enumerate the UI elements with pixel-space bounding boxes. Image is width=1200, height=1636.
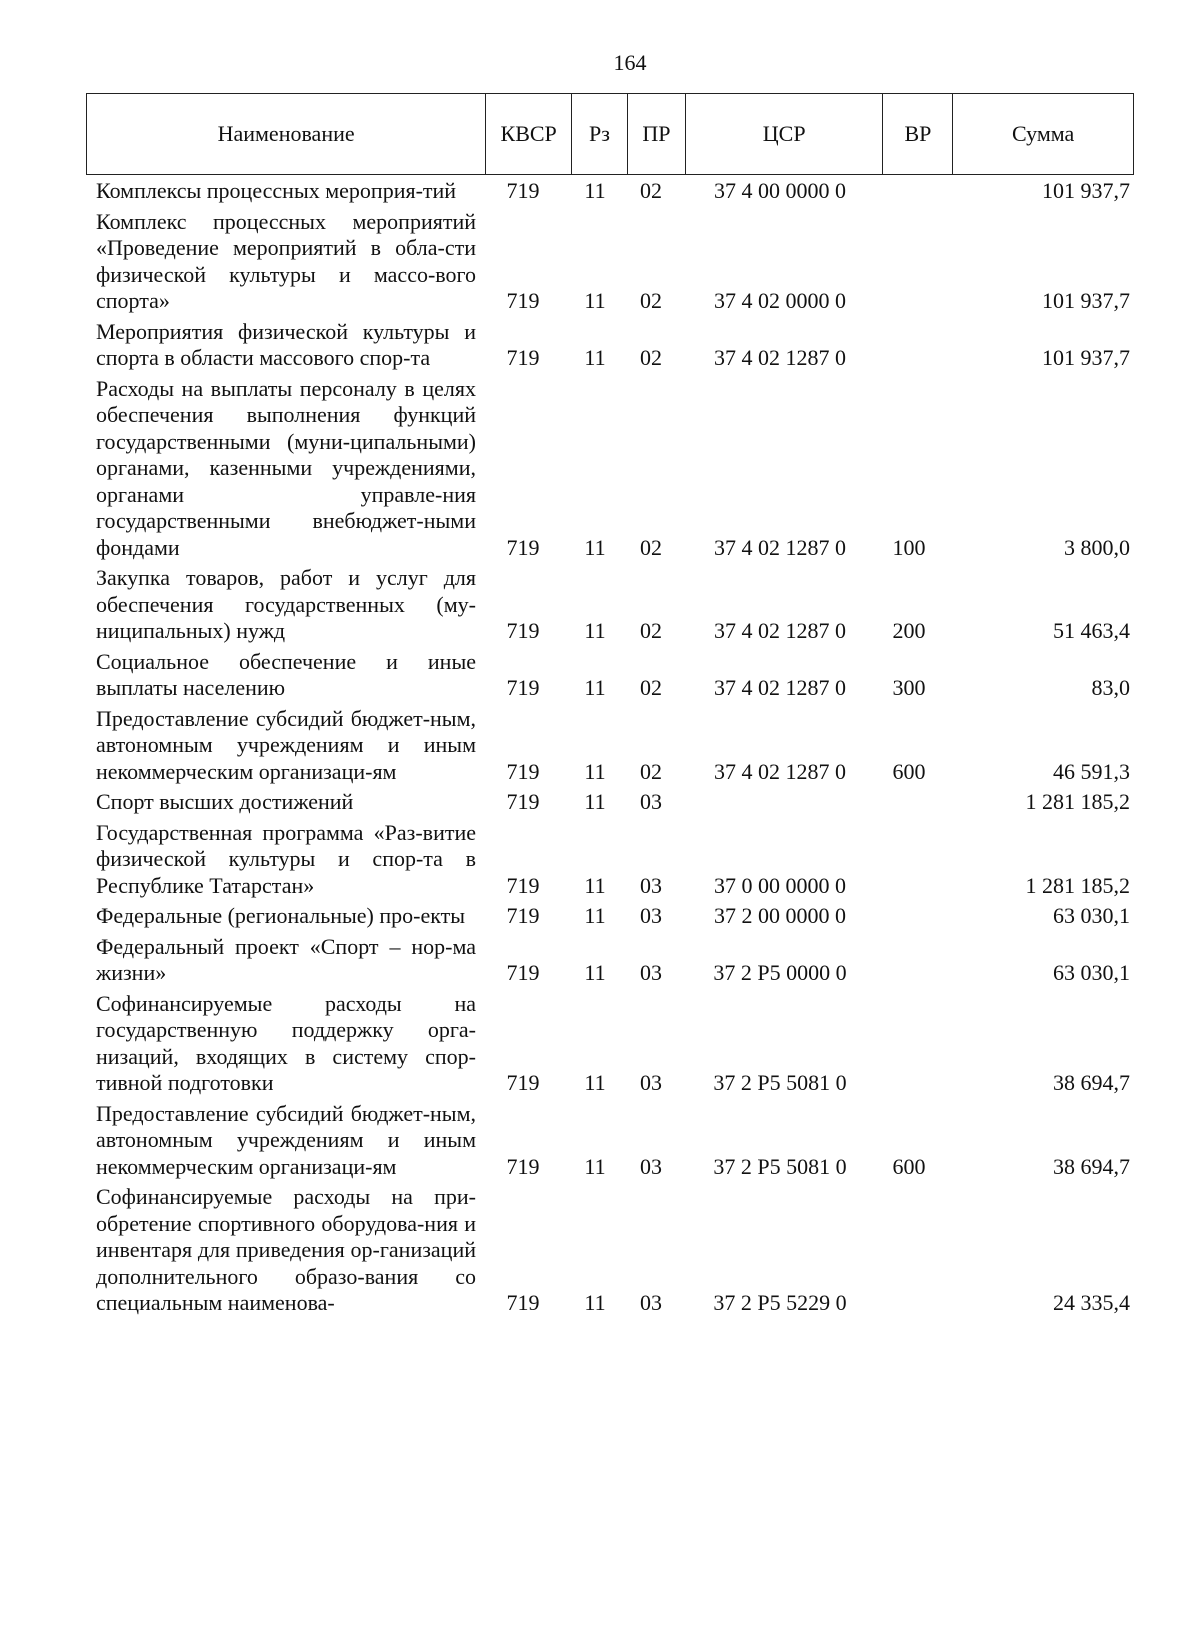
table-row bbox=[96, 820, 1136, 900]
cell-sum: 38 694,7 bbox=[1053, 1153, 1130, 1179]
cell-kvsr: 719 bbox=[506, 345, 540, 370]
header-rz: Рз bbox=[572, 94, 628, 174]
cell-pr: 02 bbox=[640, 178, 662, 203]
table-row bbox=[96, 991, 1136, 1097]
cell-name: Федеральный проект «Спорт – нор-ма жизни» bbox=[96, 933, 476, 985]
cell-kvsr: 719 bbox=[506, 960, 540, 985]
cell-csr: 37 4 02 1287 0 bbox=[714, 618, 846, 643]
cell-pr: 02 bbox=[640, 618, 662, 643]
table-row bbox=[96, 789, 1136, 816]
cell-pr: 02 bbox=[640, 675, 662, 700]
table-row bbox=[96, 1101, 1136, 1181]
cell-kvsr: 719 bbox=[506, 1290, 540, 1315]
cell-rz: 11 bbox=[584, 618, 606, 643]
table-row bbox=[96, 565, 1136, 645]
cell-pr: 03 bbox=[640, 1070, 662, 1095]
cell-kvsr: 719 bbox=[506, 1070, 540, 1095]
cell-rz: 11 bbox=[584, 960, 606, 985]
header-pr: ПР bbox=[628, 94, 686, 174]
table-row bbox=[96, 376, 1136, 562]
cell-rz: 11 bbox=[584, 534, 606, 560]
cell-vr: 100 bbox=[892, 534, 926, 560]
cell-kvsr: 719 bbox=[506, 534, 540, 560]
cell-csr: 37 2 P5 5081 0 bbox=[713, 1070, 847, 1095]
table-row bbox=[96, 209, 1136, 315]
cell-name: Социальное обеспечение и иные выплаты населению bbox=[96, 648, 476, 700]
cell-pr: 02 bbox=[640, 345, 662, 370]
cell-vr: 200 bbox=[892, 618, 926, 643]
cell-csr: 37 4 02 0000 0 bbox=[714, 288, 846, 313]
cell-sum: 63 030,1 bbox=[1053, 960, 1130, 985]
cell-kvsr: 719 bbox=[506, 675, 540, 700]
cell-name: Софинансируемые расходы на при-обретение спортивного оборудова-ния и инвентаря для приведения ор-ганизаций дополнительного образо-вания со специальным наименова- bbox=[96, 1184, 476, 1315]
cell-name: Предоставление субсидий бюджет-ным, автономным учреждениям и иным некоммерческим организаци-ям bbox=[96, 1100, 476, 1179]
cell-sum: 3 800,0 bbox=[1064, 534, 1130, 560]
table-row bbox=[96, 319, 1136, 372]
cell-sum: 83,0 bbox=[1091, 675, 1130, 700]
cell-pr: 02 bbox=[640, 758, 662, 784]
cell-pr: 03 bbox=[640, 872, 662, 898]
cell-pr: 02 bbox=[640, 534, 662, 560]
cell-rz: 11 bbox=[584, 789, 606, 814]
header-sum: Сумма bbox=[1012, 121, 1075, 146]
table-row bbox=[96, 706, 1136, 786]
cell-rz: 11 bbox=[584, 1153, 606, 1179]
cell-kvsr: 719 bbox=[506, 178, 540, 203]
cell-vr: 300 bbox=[892, 675, 926, 700]
cell-pr: 03 bbox=[640, 1153, 662, 1179]
cell-csr: 37 4 02 1287 0 bbox=[714, 534, 846, 560]
table-row bbox=[96, 178, 1136, 205]
cell-name: Мероприятия физической культуры и спорта в области массового спор-та bbox=[96, 318, 476, 370]
cell-rz: 11 bbox=[584, 345, 606, 370]
cell-name: Закупка товаров, работ и услуг для обеспечения государственных (му-ниципальных) нужд bbox=[96, 565, 476, 643]
cell-pr: 03 bbox=[640, 960, 662, 985]
table-row bbox=[96, 1184, 1136, 1317]
cell-sum: 63 030,1 bbox=[1053, 903, 1130, 928]
cell-vr: 600 bbox=[892, 758, 926, 784]
cell-rz: 11 bbox=[584, 903, 606, 928]
cell-csr: 37 4 00 0000 0 bbox=[714, 178, 846, 203]
cell-kvsr: 719 bbox=[506, 288, 540, 313]
cell-name: Федеральные (региональные) про-екты bbox=[96, 903, 466, 928]
cell-kvsr: 719 bbox=[506, 872, 540, 898]
cell-rz: 11 bbox=[584, 758, 606, 784]
table-body bbox=[96, 178, 1136, 1321]
table-row bbox=[96, 934, 1136, 987]
table-row bbox=[96, 903, 1136, 930]
cell-pr: 03 bbox=[640, 789, 662, 814]
cell-kvsr: 719 bbox=[506, 1153, 540, 1179]
cell-pr: 03 bbox=[640, 903, 662, 928]
cell-sum: 101 937,7 bbox=[1042, 345, 1130, 370]
cell-sum: 1 281 185,2 bbox=[1025, 789, 1130, 814]
cell-csr: 37 2 P5 0000 0 bbox=[713, 960, 847, 985]
cell-sum: 101 937,7 bbox=[1042, 178, 1130, 203]
cell-csr: 37 2 P5 5229 0 bbox=[713, 1290, 847, 1315]
cell-rz: 11 bbox=[584, 288, 606, 313]
cell-sum: 46 591,3 bbox=[1053, 758, 1130, 784]
cell-sum: 51 463,4 bbox=[1053, 618, 1130, 643]
cell-rz: 11 bbox=[584, 1290, 606, 1315]
cell-csr: 37 4 02 1287 0 bbox=[714, 758, 846, 784]
cell-sum: 38 694,7 bbox=[1053, 1070, 1130, 1095]
cell-csr: 37 0 00 0000 0 bbox=[714, 872, 846, 898]
cell-name: Государственная программа «Раз-витие физической культуры и спор-та в Республике Татарстан» bbox=[96, 819, 476, 898]
header-kvsr: КВСР bbox=[486, 94, 572, 174]
cell-csr: 37 4 02 1287 0 bbox=[714, 675, 846, 700]
cell-vr: 600 bbox=[892, 1153, 926, 1179]
cell-sum: 1 281 185,2 bbox=[1025, 872, 1130, 898]
cell-name: Комплексы процессных мероприя-тий bbox=[96, 178, 457, 203]
cell-csr: 37 2 00 0000 0 bbox=[714, 903, 846, 928]
cell-pr: 03 bbox=[640, 1290, 662, 1315]
cell-csr: 37 2 P5 5081 0 bbox=[713, 1153, 847, 1179]
header-vr: ВР bbox=[883, 94, 953, 174]
cell-pr: 02 bbox=[640, 288, 662, 313]
cell-sum: 24 335,4 bbox=[1053, 1290, 1130, 1315]
page-number: 164 bbox=[613, 50, 647, 75]
cell-name: Комплекс процессных мероприятий «Проведение мероприятий в обла-сти физической культуры и массо-вого спорта» bbox=[96, 208, 476, 313]
cell-rz: 11 bbox=[584, 1070, 606, 1095]
cell-name: Расходы на выплаты персоналу в целях обеспечения выполнения функций государственными (муни-ципальными) органами, казенными учреждениями, органами управле-ния государственными внебюджет-ными фондами bbox=[96, 375, 476, 560]
cell-rz: 11 bbox=[584, 872, 606, 898]
header-csr: ЦСР bbox=[686, 94, 884, 174]
table-header bbox=[86, 93, 1134, 175]
table-row bbox=[96, 649, 1136, 702]
cell-csr: 37 4 02 1287 0 bbox=[714, 345, 846, 370]
header-name: Наименование bbox=[87, 94, 486, 174]
cell-kvsr: 719 bbox=[506, 758, 540, 784]
cell-name: Предоставление субсидий бюджет-ным, автономным учреждениям и иным некоммерческим организаци-ям bbox=[96, 705, 476, 784]
cell-kvsr: 719 bbox=[506, 618, 540, 643]
cell-rz: 11 bbox=[584, 178, 606, 203]
cell-sum: 101 937,7 bbox=[1042, 288, 1130, 313]
cell-kvsr: 719 bbox=[506, 789, 540, 814]
cell-kvsr: 719 bbox=[506, 903, 540, 928]
cell-name: Спорт высших достижений bbox=[96, 789, 354, 814]
cell-rz: 11 bbox=[584, 675, 606, 700]
cell-name: Софинансируемые расходы на государственную поддержку орга-низаций, входящих в систему спор-тивной подготовки bbox=[96, 990, 476, 1095]
